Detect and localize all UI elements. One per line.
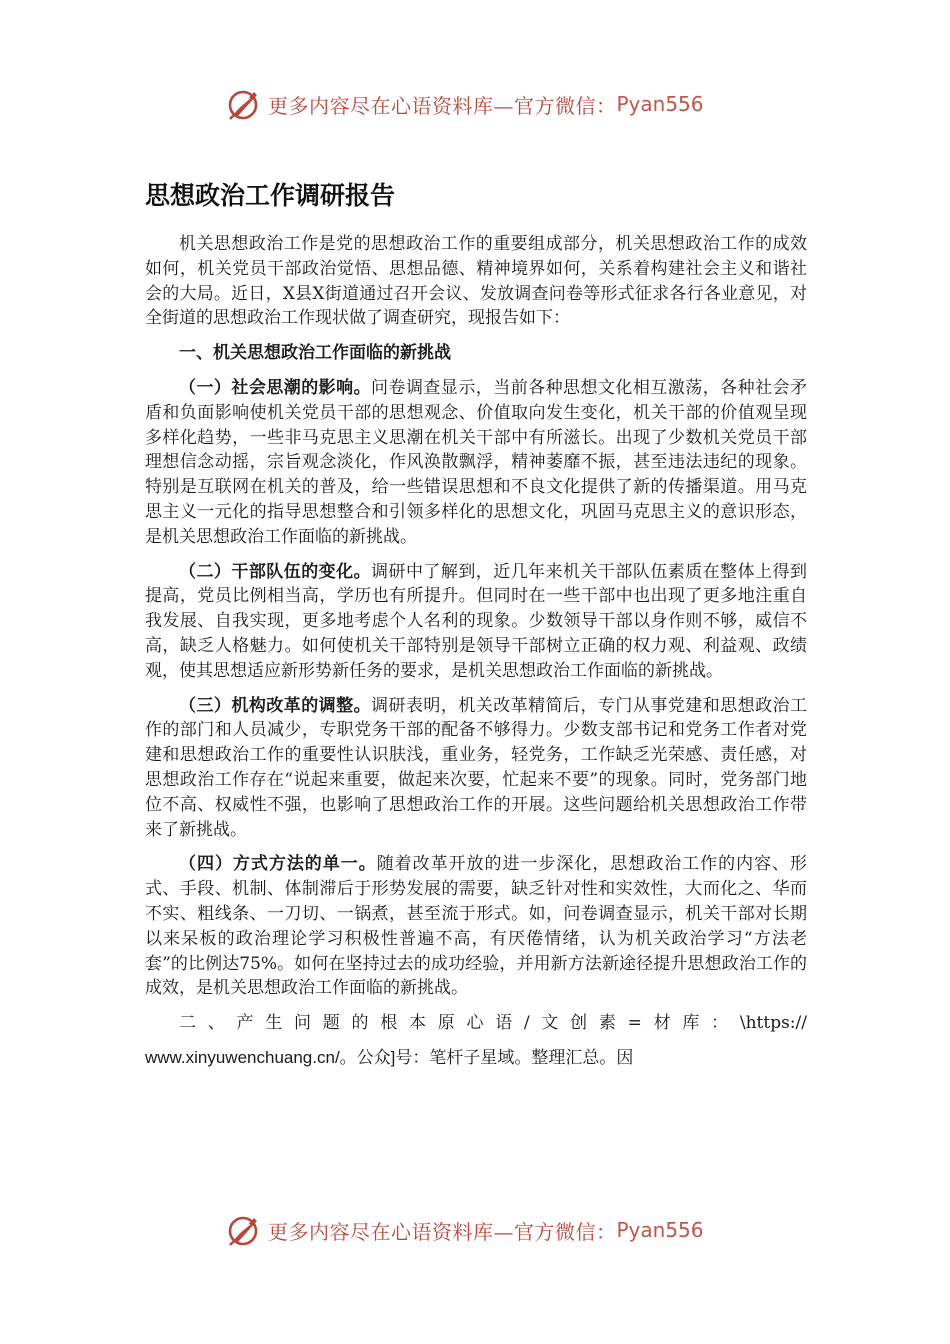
item-3-lead: （三）机构改革的调整。 <box>179 695 372 716</box>
section-2-line-2 <box>145 1046 807 1071</box>
item-1-text: 问卷调查显示，当前各种思想文化相互激荡，各种社会矛盾和负面影响使机关党员干部的思想观念、价值取向发生变化，机关干部的价值观呈现多样化趋势，一些非马克思主义思潮在机关干部中有所滋长。出现了少数机关党员干部理想信念动摇，宗旨观念淡化，作风涣散飘浮，精神萎靡不振，甚至违法违纪的现象。特别是互联网在机关的普及，给一些错误思想和不良文化提供了新的传播渠道。用马克思主义一元化的指导思想整合和引领多样化的思想文化，巩固马克思主义的意识形态，是机关思想政治工作面临的新挑战。 <box>145 377 808 547</box>
item-2-lead: （二）干部队伍的变化。 <box>179 561 372 582</box>
paragraph-item-4 <box>145 852 807 1001</box>
quill-logo-icon <box>226 1212 262 1248</box>
watermark-wechat-id-bottom: Pyan556 <box>616 1218 704 1242</box>
quill-logo-icon <box>226 86 262 122</box>
paragraph-item-1 <box>145 376 807 550</box>
watermark-text: 更多内容尽在心语资料库—官方微信： <box>268 93 617 118</box>
section-heading-1: 一、机关思想政治工作面临的新挑战 <box>179 343 451 364</box>
section-2-line-1: 二、产生问题的根本原心语/文创素=材库：\https:// <box>179 1013 807 1034</box>
watermark-banner-top <box>226 84 746 124</box>
watermark-banner-bottom <box>226 1210 746 1250</box>
paragraph-item-3 <box>145 694 807 843</box>
document-body <box>145 232 807 1071</box>
document-title: 思想政治工作调研报告 <box>145 181 396 210</box>
intro-paragraph: 机关思想政治工作是党的思想政治工作的重要组成部分，机关思想政治工作的成效如何，机关党员干部政治觉悟、思想品德、精神境界如何，关系着构建社会主义和谐社会的大局。近日，X县X街道通过召开会议、发放调查问卷等形式征求各行各业意见，对全街道的思想政治工作现状做了调查研究，现报告如下： <box>145 234 807 329</box>
watermark-wechat-id: Pyan556 <box>616 92 704 116</box>
item-1-lead: （一）社会思潮的影响。 <box>179 377 372 398</box>
item-4-lead: （四）方式方法的单一。 <box>179 854 377 875</box>
item-2-text: 调研中了解到，近几年来机关干部队伍素质在整体上得到提高，党员比例相当高，学历也有所提升。但同时在一些干部中也出现了更多地注重自我发展、自我实现，更多地考虑个人名利的现象。少数领导干部以身作则不够，威信不高，缺乏人格魅力。如何使机关干部特别是领导干部树立正确的权力观、利益观、政绩观，使其思想适应新形势新任务的要求，是机关思想政治工作面临的新挑战。 <box>145 561 808 681</box>
item-4-text: 随着改革开放的进一步深化，思想政治工作的内容、形式、手段、机制、体制滞后于形势发展的需要，缺乏针对性和实效性，大而化之、华而不实、粗线条、一刀切、一锅煮，甚至流于形式。如，问卷调查显示，机关干部对长期以来呆板的政治理论学习积极性普遍不高，有厌倦情绪，认为机关政治学习“方法老套”的比例达75%。如何在坚持过去的成功经验，并用新方法新途径提升思想政治工作的成效，是机关思想政治工作面临的新挑战。 <box>145 854 808 999</box>
paragraph-item-2 <box>145 560 807 684</box>
item-3-text: 调研表明，机关改革精简后，专门从事党建和思想政治工作的部门和人员减少，专职党务干部的配备不够得力。少数支部书记和党务工作者对党建和思想政治工作的重要性认识肤浅，重业务，轻党务，工作缺乏光荣感、责任感，对思想政治工作存在“说起来重要，做起来次要，忙起来不要”的现象。同时，党务部门地位不高、权威性不强，也影响了思想政治工作的开展。这些问题给机关思想政治工作带来了新挑战。 <box>145 695 808 840</box>
section-2-source-text: www.xinyuwenchuang.cn/。公众]号：笔杆子星域。整理汇总。因 <box>145 1047 634 1067</box>
watermark-text-bottom: 更多内容尽在心语资料库—官方微信： <box>268 1219 617 1244</box>
